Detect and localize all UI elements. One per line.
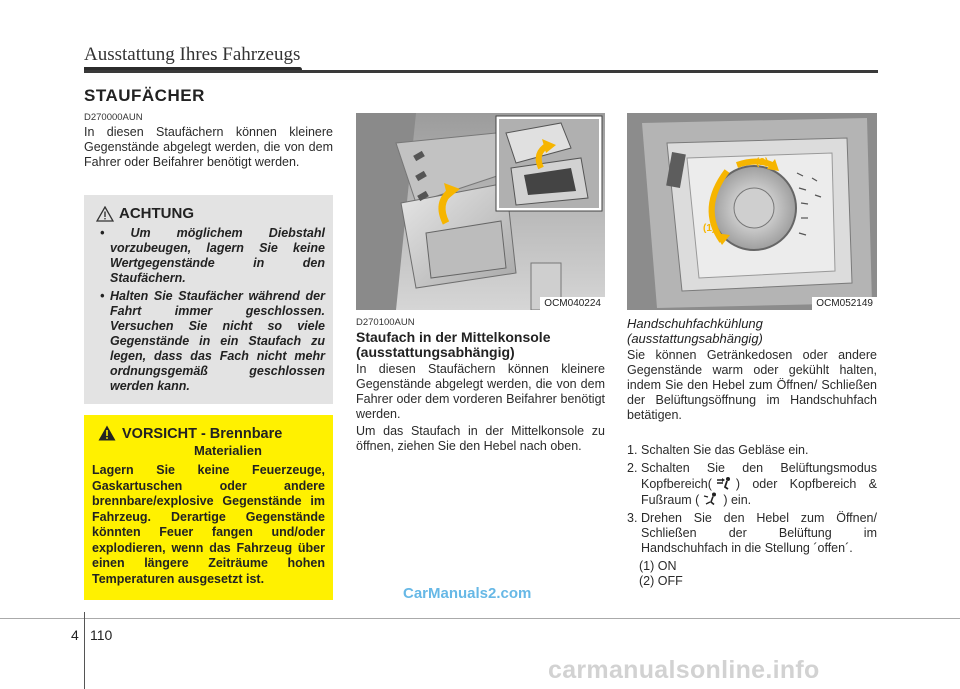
- console-paragraph: In diesen Staufächern können kleinere Gegenstände abgelegt werden, die von dem Fahrer oder dem vorderen Beifahrer benötigt werden.: [356, 362, 605, 421]
- header-rule: [84, 70, 878, 73]
- callout-1: (1): [703, 223, 716, 234]
- lever-position-off: (2) OFF: [639, 574, 683, 588]
- vorsicht-caution-box: [84, 415, 333, 600]
- achtung-item: • Halten Sie Staufächer während der Fahrt immer geschlossen. Versuchen Sie nicht so viele Gegenstände in ein Staufach zu legen, dass das Fach nicht mehr ordnungsgemäß geschlossen werden kann.: [100, 289, 325, 393]
- step-item: [627, 443, 877, 458]
- step-number: 2.: [627, 461, 638, 475]
- step-number: 1.: [627, 443, 638, 457]
- achtung-item: • Um möglichem Diebstahl vorzubeugen, lagern Sie keine Wertgegenstände in den Staufächern.: [100, 226, 325, 285]
- achtung-header: [96, 205, 325, 222]
- achtung-title: ACHTUNG: [119, 205, 194, 222]
- warning-triangle-icon: [96, 206, 114, 222]
- vorsicht-header: [98, 425, 325, 443]
- section-title: STAUFÄCHER: [84, 86, 205, 105]
- intro-paragraph: In diesen Staufächern können kleinere Gegenstände abgelegt werden, die von dem Fahrer oder Beifahrer benötigt werden.: [84, 125, 333, 169]
- console-storage-photo: [356, 113, 605, 310]
- step-item: [627, 511, 877, 556]
- callout-2: (2): [756, 157, 769, 168]
- vorsicht-title: VORSICHT - Brennbare: [122, 426, 283, 442]
- image-reference-label: OCM052149: [812, 297, 877, 310]
- watermark-footer: carmanualsonline.info: [548, 656, 820, 684]
- page-number: 110: [90, 627, 113, 643]
- lever-positions: [627, 559, 877, 589]
- step-text-part: Schalten Sie den Belüftungsmodus Kopfbereich(: [641, 461, 877, 491]
- console-illustration: [356, 113, 605, 310]
- watermark-link[interactable]: CarManuals2.com: [403, 585, 532, 602]
- vorsicht-text: Lagern Sie keine Feuerzeuge, Gaskartuschen oder andere brennbare/explosive Gegenstände im Fahrzeug. Derartige Gegenstände könnten Feuer fangen und/oder explodieren, wenn das Fahrzeug über einen längere Zeiträume hohen Temperaturen ausgesetzt ist.: [92, 463, 325, 586]
- cooling-heading: Handschuhfachkühlung (ausstattungsabhängig): [627, 316, 763, 346]
- glovebox-cooling-photo: [627, 113, 877, 310]
- achtung-list: [92, 226, 325, 394]
- console-section-code: D270100AUN: [356, 317, 415, 328]
- console-heading: Staufach in der Mittelkonsole (ausstattungsabhängig): [356, 329, 551, 360]
- console-paragraph: Um das Staufach in der Mittelkonsole zu öffnen, ziehen Sie den Hebel nach oben.: [356, 424, 605, 453]
- vorsicht-subtitle: Materialien: [194, 443, 262, 458]
- glovebox-illustration: [627, 113, 877, 310]
- console-text: [356, 362, 605, 456]
- achtung-warning-box: [84, 195, 333, 404]
- step-text-part: ) ein.: [723, 493, 752, 507]
- warning-triangle-icon: [98, 425, 116, 441]
- cooling-intro: Sie können Getränkedosen oder andere Gegenstände warm oder gekühlt halten, indem Sie den Hebel zum Öffnen/ Schließen der Belüftungsöffnung im Handschuhfach betätigen.: [627, 348, 877, 422]
- step-text: Schalten Sie das Gebläse ein.: [641, 443, 809, 457]
- face-floor-vent-mode-icon: [703, 492, 719, 506]
- footer-divider: [84, 612, 85, 689]
- step-text: [641, 461, 877, 508]
- step-text-part: ) oder Kopfbereich & Fußraum (: [641, 477, 877, 507]
- section-code: D270000AUN: [84, 112, 143, 123]
- page-header-title: Ausstattung Ihres Fahrzeugs: [84, 44, 301, 65]
- step-text: Drehen Sie den Hebel zum Öffnen/ Schließen der Belüftung im Handschuhfach in die Stellung ´offen´.: [641, 511, 877, 555]
- lever-position-on: (1) ON: [639, 559, 677, 573]
- step-number: 3.: [627, 511, 638, 525]
- face-vent-mode-icon: [716, 476, 732, 490]
- footer-rule: [0, 618, 960, 619]
- step-item: [627, 461, 877, 508]
- image-reference-label: OCM040224: [540, 297, 605, 310]
- chapter-number: 4: [71, 627, 79, 643]
- cooling-steps: [627, 443, 877, 589]
